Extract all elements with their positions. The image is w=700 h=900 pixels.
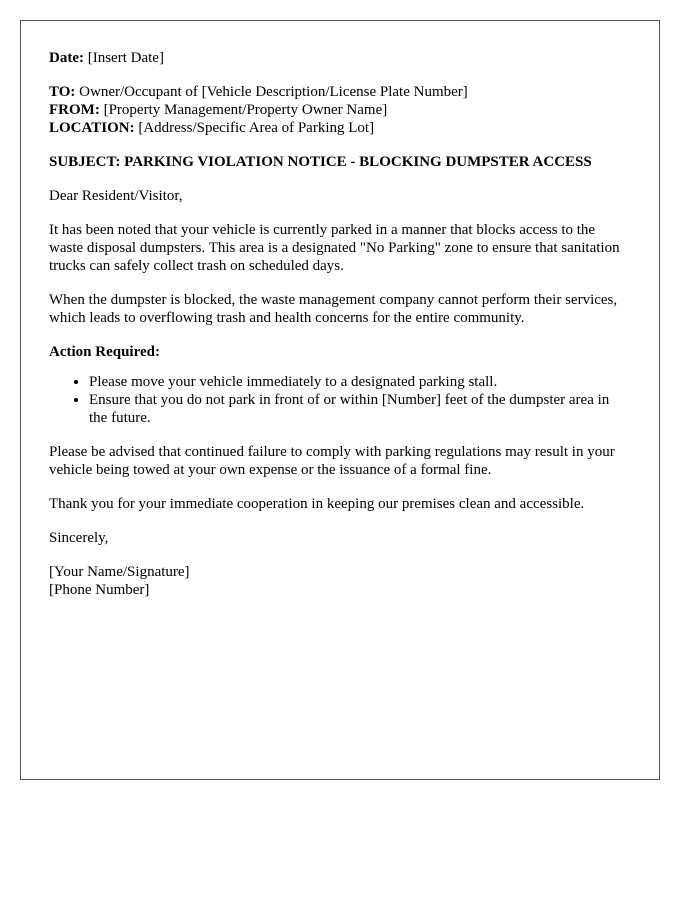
action-required-heading: Action Required: bbox=[49, 344, 160, 360]
from-label: FROM: bbox=[49, 102, 100, 118]
date-value: [Insert Date] bbox=[83, 50, 164, 66]
paragraph-notice: It has been noted that your vehicle is currently parked in a manner that blocks access to the waste disposal dumpsters. This area is a designated "No Parking" zone to ensure that sanitation trucks can safely collect trash on scheduled days. bbox=[49, 222, 620, 274]
signature-name: [Your Name/Signature] bbox=[49, 564, 190, 580]
date-label: Date: bbox=[49, 50, 84, 66]
to-line bbox=[49, 83, 631, 101]
location-line bbox=[49, 119, 631, 137]
paragraph-impact: When the dumpster is blocked, the waste management company cannot perform their services, which leads to overflowing trash and health concerns for the entire community. bbox=[49, 292, 618, 326]
from-value: [Property Management/Property Owner Name] bbox=[99, 102, 388, 118]
closing: Sincerely, bbox=[49, 530, 109, 546]
notice-letter bbox=[20, 20, 660, 780]
paragraph-warning: Please be advised that continued failure to comply with parking regulations may result in your vehicle being towed at your own expense or the issuance of a formal fine. bbox=[49, 444, 615, 478]
to-value: Owner/Occupant of [Vehicle Description/License Plate Number] bbox=[75, 84, 468, 100]
paragraph-thanks: Thank you for your immediate cooperation in keeping our premises clean and accessible. bbox=[49, 496, 585, 512]
from-line bbox=[49, 101, 631, 119]
location-label: LOCATION: bbox=[49, 120, 135, 136]
date-line bbox=[49, 49, 631, 67]
signature-phone: [Phone Number] bbox=[49, 582, 150, 598]
signature-block bbox=[49, 563, 631, 599]
to-label: TO: bbox=[49, 84, 76, 100]
list-item: • Please move your vehicle immediately to a designated parking stall. bbox=[89, 373, 631, 391]
salutation: Dear Resident/Visitor, bbox=[49, 188, 183, 204]
location-value: [Address/Specific Area of Parking Lot] bbox=[134, 120, 375, 136]
subject-line: SUBJECT: PARKING VIOLATION NOTICE - BLOCKING DUMPSTER ACCESS bbox=[49, 154, 592, 170]
action-list bbox=[49, 373, 631, 427]
address-block bbox=[49, 83, 631, 137]
list-item: • Ensure that you do not park in front of or within [Number] feet of the dumpster area in the future. bbox=[89, 391, 631, 427]
